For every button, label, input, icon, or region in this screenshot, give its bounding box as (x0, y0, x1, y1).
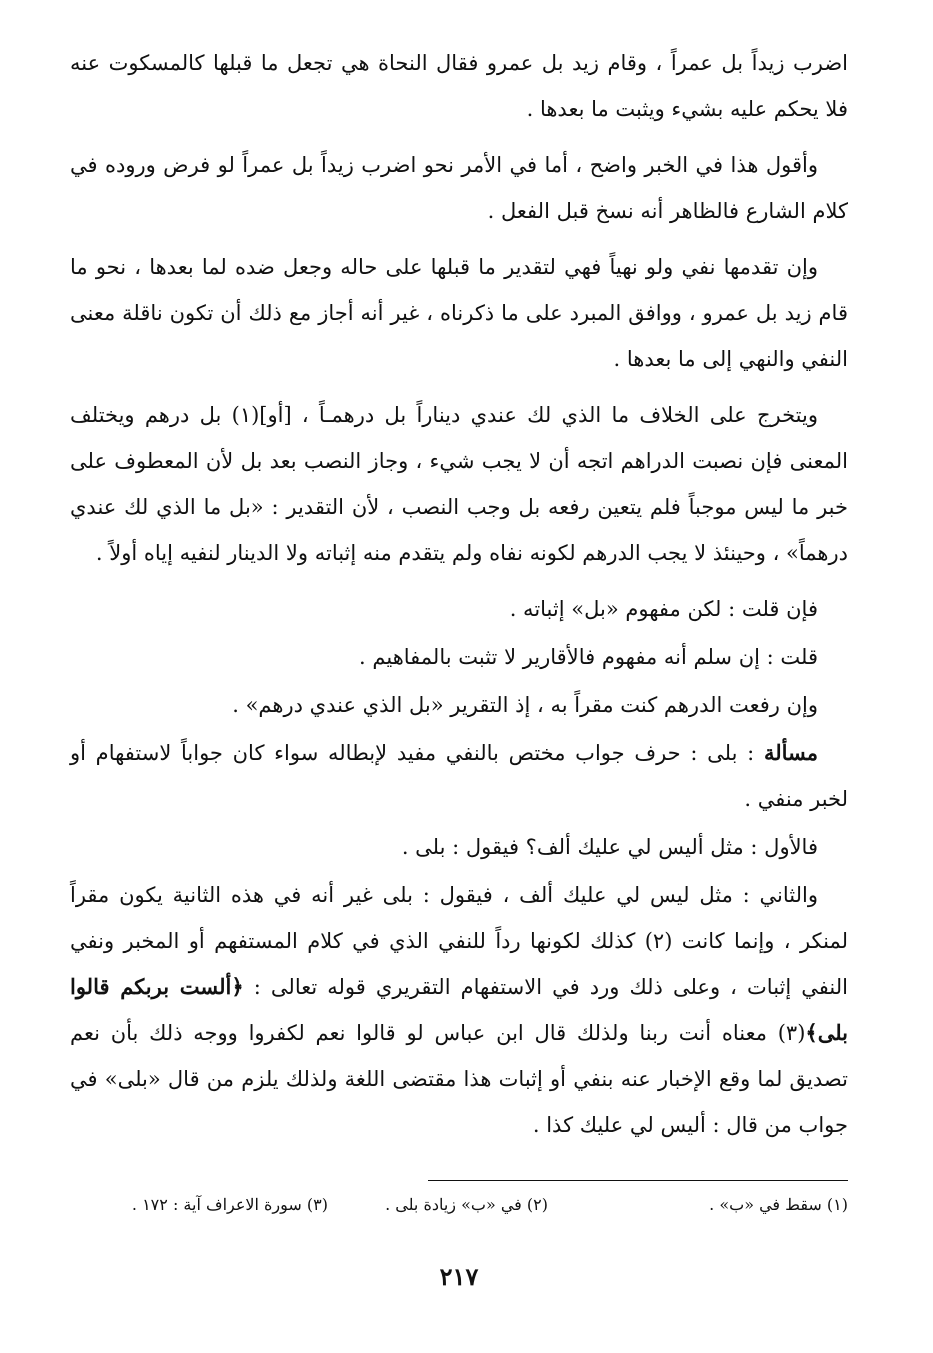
paragraph-raf: وإن رفعت الدرهم كنت مقراً به ، إذ التقرير «بل الذي عندي درهم» . (232, 693, 818, 717)
masala-text: : بلى : حرف جواب مختص بالنفي مفيد لإبطاله سواء كان جواباً لاستفهام أو لخبر منفي . (70, 741, 848, 811)
footnotes (70, 1190, 848, 1250)
footnote-3: (٣) سورة الاعراف آية : ١٧٢ . (131, 1195, 328, 1214)
document-page (70, 40, 848, 1320)
masala-label: مسألة (763, 740, 818, 765)
second-text-before: والثاني : مثل ليس لي عليك ألف ، فيقول : بلى غير أنه في هذه الثانية يكون مقراً لمنكر ، وإنما كانت (٢) كذلك لكونها رداً للنفي الذي في كلام المستفهم أو المخبر ونفي النفي إثبات ، وعلى ذلك ورد في الاستفهام التقريري قوله تعالى : (70, 883, 849, 999)
page-number: ٢١٧ (439, 1262, 479, 1291)
paragraph-2: وأقول هذا في الخبر واضح ، أما في الأمر نحو اضرب زيداً بل عمراً لو فرض وروده في كلام الشارع فالظاهر أنه نسخ قبل الفعل . (70, 153, 848, 223)
paragraph-1: اضرب زيداً بل عمراً ، وقام زيد بل عمرو فقال النحاة هي تجعل ما قبلها كالمسكوت عنه فلا يحكم عليه بشيء ويثبت ما بعدها . (70, 51, 848, 121)
paragraph-3: وإن تقدمها نفي ولو نهياً فهي لتقدير ما قبلها على حاله وجعل ضده لما بعدها ، نحو ما قام زيد بل عمرو ، ووافق المبرد على ما ذكرناه ، غير أنه أجاز مع ذلك أن تكون ناقلة معنى النفي والنهي إلى ما بعدها . (70, 255, 848, 371)
footnote-1: (١) سقط في «ب» . (709, 1195, 848, 1214)
footnote-2: (٢) في «ب» زيادة بلى . (385, 1195, 548, 1214)
paragraph-first: فالأول : مثل أليس لي عليك ألف؟ فيقول : بلى . (401, 835, 818, 859)
quran-quote: ﴿ألست بربكم قالوا بلى﴾ (70, 974, 848, 1045)
paragraph-4: ويتخرج على الخلاف ما الذي لك عندي ديناراً بل درهمـاً ، [أو](١) بل درهم ويختلف المعنى فإن نصبت الدراهم اتجه أن لا يجب شيء ، وجاز النصب بعد بل لأن المعطوف على خبر ما ليس موجباً فلم يتعين رفعه بل وجب النصب ، لأن التقدير : «بل ما الذي لك عندي درهماً» ، وحينئذ لا يجب الدرهم لكونه نفاه ولم يتقدم منه إثباته ولا الدينار لنفيه إياه أولاً . (70, 403, 848, 565)
paragraph-second (70, 872, 848, 1148)
paragraph-masala (70, 730, 848, 822)
second-text-after: (٣) معناه أنت ربنا ولذلك قال ابن عباس لو قالوا نعم لكفروا ووجه ذلك بأن نعم تصديق لما وقع الإخبار عنه بنفي أو إثبات هذا مقتضى اللغة ولذلك يلزم من قال «بلى» في جواب من قال : أليس لي عليك كذا . (70, 1021, 848, 1137)
footnote-divider (428, 1180, 848, 1181)
paragraph-question: فإن قلت : لكن مفهوم «بل» إثباته . (509, 597, 818, 621)
paragraph-answer: قلت : إن سلم أنه مفهوم فالأقارير لا تثبت بالمفاهيم . (359, 645, 818, 669)
